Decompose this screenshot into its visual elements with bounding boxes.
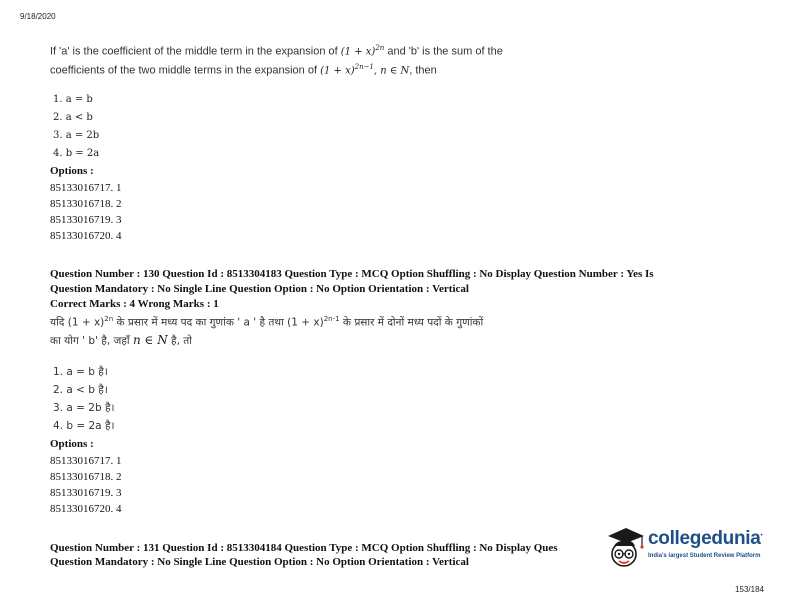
q129-math: , n ∈ N bbox=[373, 65, 410, 77]
q130-hindi-text: के प्रसार में मध्य पद का गुणांक ' a ' है तथा (1 + x) bbox=[113, 316, 324, 329]
q129-option-id-3: 85133016719. 3 bbox=[50, 214, 122, 226]
q130-option-id-2: 85133016718. 2 bbox=[50, 471, 122, 483]
q130-choice-3: 3. a = 2b है। bbox=[53, 402, 115, 414]
q130-hindi-text: यदि (1 + x) bbox=[50, 316, 105, 329]
q129-text-line1 bbox=[50, 44, 503, 58]
graduate-mascot-icon bbox=[604, 524, 646, 570]
q130-choice-1: 1. a = b है। bbox=[53, 366, 108, 378]
logo-name: collegedunia bbox=[648, 528, 761, 549]
q130-marks: Correct Marks : 4 Wrong Marks : 1 bbox=[50, 298, 219, 310]
logo-dot: • bbox=[760, 532, 763, 539]
q131-meta-line2: Question Mandatory : No Single Line Question Option : No Option Orientation : Vertical bbox=[50, 556, 469, 568]
q129-math-exp: 2n bbox=[375, 44, 385, 52]
q130-options-label: Options : bbox=[50, 438, 94, 450]
q129-option-id-4: 85133016720. 4 bbox=[50, 230, 122, 242]
q130-hindi-text: का योग ' b' है, जहाँ bbox=[50, 335, 133, 347]
q129-text: , then bbox=[409, 64, 437, 77]
q130-hindi-line2 bbox=[50, 333, 192, 348]
q130-choice-2: 2. a < b है। bbox=[53, 384, 108, 396]
page-number: 153/184 bbox=[735, 585, 764, 594]
q130-exp: 2n-1 bbox=[323, 315, 340, 323]
logo-tagline: India's largest Student Review Platform bbox=[648, 553, 761, 559]
q130-math: n ∈ N bbox=[132, 333, 168, 347]
q130-option-id-4: 85133016720. 4 bbox=[50, 503, 122, 515]
q130-option-id-1: 85133016717. 1 bbox=[50, 455, 122, 467]
q130-meta-line2: Question Mandatory : No Single Line Question Option : No Option Orientation : Vertical bbox=[50, 283, 469, 295]
q129-choice-1: 1. a = b bbox=[53, 94, 93, 105]
q130-option-id-3: 85133016719. 3 bbox=[50, 487, 122, 499]
q129-math-exp: 2n−1 bbox=[354, 63, 374, 71]
q129-text: coefficients of the two middle terms in the expansion of bbox=[50, 64, 321, 77]
q129-options-label: Options : bbox=[50, 165, 94, 177]
q130-choice-4: 4. b = 2a है। bbox=[53, 420, 115, 432]
q131-meta-line1: Question Number : 131 Question Id : 8513304184 Question Type : MCQ Option Shuffling : No Display Ques bbox=[50, 542, 558, 554]
q129-text: If 'a' is the coefficient of the middle term in the expansion of bbox=[50, 45, 341, 58]
q129-choice-2: 2. a < b bbox=[53, 112, 93, 123]
q129-text-line2 bbox=[50, 63, 437, 77]
q129-option-id-1: 85133016717. 1 bbox=[50, 182, 122, 194]
q130-hindi-text: के प्रसार में दोनों मध्य पदों के गुणांकों bbox=[339, 316, 484, 329]
q129-math: (1 + x) bbox=[320, 65, 355, 77]
q129-math: (1 + x) bbox=[340, 46, 376, 58]
q129-text: and 'b' is the sum of the bbox=[384, 45, 503, 58]
q129-option-id-2: 85133016718. 2 bbox=[50, 198, 122, 210]
q129-choice-4: 4. b = 2a bbox=[53, 148, 100, 159]
q130-hindi-line1 bbox=[50, 315, 483, 330]
q130-hindi-text: है, तो bbox=[167, 335, 193, 347]
print-date: 9/18/2020 bbox=[20, 12, 56, 21]
logo-wordmark bbox=[648, 528, 762, 550]
q130-meta-line1: Question Number : 130 Question Id : 8513304183 Question Type : MCQ Option Shuffling : No Display Question Number : Yes Is bbox=[50, 268, 654, 280]
q129-choice-3: 3. a = 2b bbox=[53, 130, 100, 141]
q130-exp: 2n bbox=[104, 315, 114, 323]
